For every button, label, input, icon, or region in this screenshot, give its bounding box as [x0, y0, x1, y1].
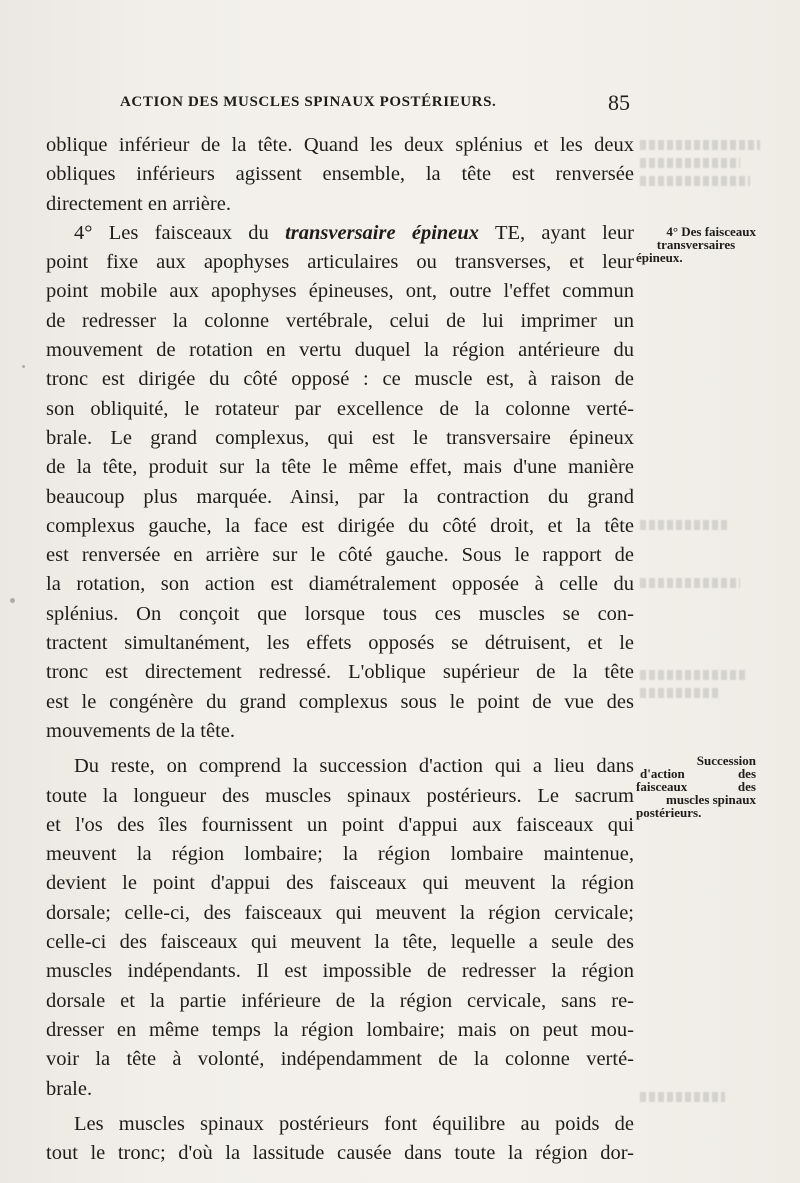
text-line: dresser en même temps la région lombaire; mais on peut mou-	[46, 1018, 634, 1041]
text-line: splénius. On conçoit que lorsque tous ces muscles se con-	[46, 602, 634, 625]
text-line: dorsale; celle-ci, des faisceaux qui meuvent la région cervicale;	[46, 901, 634, 924]
bleed-through-mark	[640, 140, 760, 150]
sidenote-line: transversaires	[656, 237, 736, 252]
text-line: mouvement de rotation en vertu duquel la région antérieure du	[46, 339, 634, 362]
ink-smudge	[22, 365, 25, 368]
text-line: 4° Les faisceaux du transversaire épineux TE, ayant leur	[74, 221, 634, 244]
text-line: de redresser la colonne vertébrale, celui de lui imprimer un	[46, 309, 634, 332]
text-line: Du reste, on comprend la succession d'action qui a lieu dans	[74, 755, 634, 778]
sidenote-line: postérieurs.	[636, 805, 702, 820]
sidenote-line: Succession	[696, 753, 756, 768]
sidenote-line: épineux.	[636, 250, 683, 265]
text-line: dorsale et la partie inférieure de la région cervicale, sans re-	[46, 989, 634, 1012]
text-line: de la tête, produit sur la tête le même effet, mais d'une manière	[46, 456, 634, 479]
text-line: oblique inférieur de la tête. Quand les deux splénius et les deux	[46, 134, 634, 156]
running-head	[120, 90, 630, 118]
text-line: point mobile aux apophyses épineuses, ont, outre l'effet commun	[46, 280, 634, 303]
text-line: est le congénère du grand complexus sous le point de vue des	[46, 690, 634, 713]
sidenote-transversaires	[636, 225, 756, 264]
text-line: devient le point d'appui des faisceaux qui meuvent la région	[46, 872, 634, 895]
text-line: celle-ci des faisceaux qui meuvent la tête, lequelle a seule des	[46, 931, 634, 954]
text-line: complexus gauche, la face est dirigée du côté droit, et la tête	[46, 514, 634, 537]
text-line: beaucoup plus marquée. Ainsi, par la contraction du grand	[46, 485, 634, 508]
text-line: point fixe aux apophyses articulaires ou transverses, et leur	[46, 251, 634, 274]
body-text	[46, 131, 634, 1168]
page-number: 85	[608, 90, 630, 115]
text-line: brale. Le grand complexus, qui est le transversaire épineux	[46, 426, 634, 449]
sidenote-succession	[636, 754, 756, 819]
bleed-through-mark	[640, 158, 740, 168]
text-line: muscles indépendants. Il est impossible de redresser la région	[46, 960, 634, 983]
text-line: obliques inférieurs agissent ensemble, la tête est renversée	[46, 163, 634, 186]
sidenote-line: 4° Des faisceaux	[666, 224, 756, 239]
sidenote-line: faisceaux des	[636, 779, 756, 794]
sidenote-line: muscles spinaux	[666, 792, 756, 807]
bleed-through-mark	[640, 688, 720, 698]
bleed-through-mark	[640, 520, 730, 530]
text-line: brale.	[46, 1077, 93, 1100]
text-line: la rotation, son action est diamétralement opposée à celle du	[46, 573, 634, 596]
text-line: tronc est dirigée du côté opposé : ce muscle est, à raison de	[46, 368, 634, 391]
sidenote-line: d'action des	[640, 766, 756, 781]
emphasized-term: transversaire épineux	[285, 221, 480, 244]
text-line: son obliquité, le rotateur par excellence de la colonne verté-	[46, 397, 634, 420]
text-line: voir la tête à volonté, indépendamment de la colonne verté-	[46, 1048, 634, 1071]
text-line: meuvent la région lombaire; la région lombaire maintenue,	[46, 843, 634, 866]
text-line: tout le tronc; d'où la lassitude causée dans toute la région dor-	[46, 1142, 634, 1165]
bleed-through-mark	[640, 578, 740, 588]
text-line: tractent simultanément, les effets opposés se détruisent, et le	[46, 632, 634, 655]
text-line: mouvements de la tête.	[46, 719, 235, 742]
text-line: directement en arrière.	[46, 192, 231, 215]
text-line: tronc est directement redressé. L'oblique supérieur de la tête	[46, 661, 634, 684]
text-line: toute la longueur des muscles spinaux postérieurs. Le sacrum	[46, 784, 634, 807]
bleed-through-mark	[640, 1092, 725, 1102]
running-title: ACTION DES MUSCLES SPINAUX POSTÉRIEURS.	[120, 94, 497, 110]
text-line: et l'os des îles fournissent un point d'appui aux faisceaux qui	[46, 813, 634, 836]
bleed-through-mark	[640, 670, 745, 680]
ink-smudge	[10, 598, 15, 603]
text-line: Les muscles spinaux postérieurs font équilibre au poids de	[74, 1112, 634, 1135]
bleed-through-mark	[640, 176, 750, 186]
text-line: est renversée en arrière sur le côté gauche. Sous le rapport de	[46, 544, 634, 567]
